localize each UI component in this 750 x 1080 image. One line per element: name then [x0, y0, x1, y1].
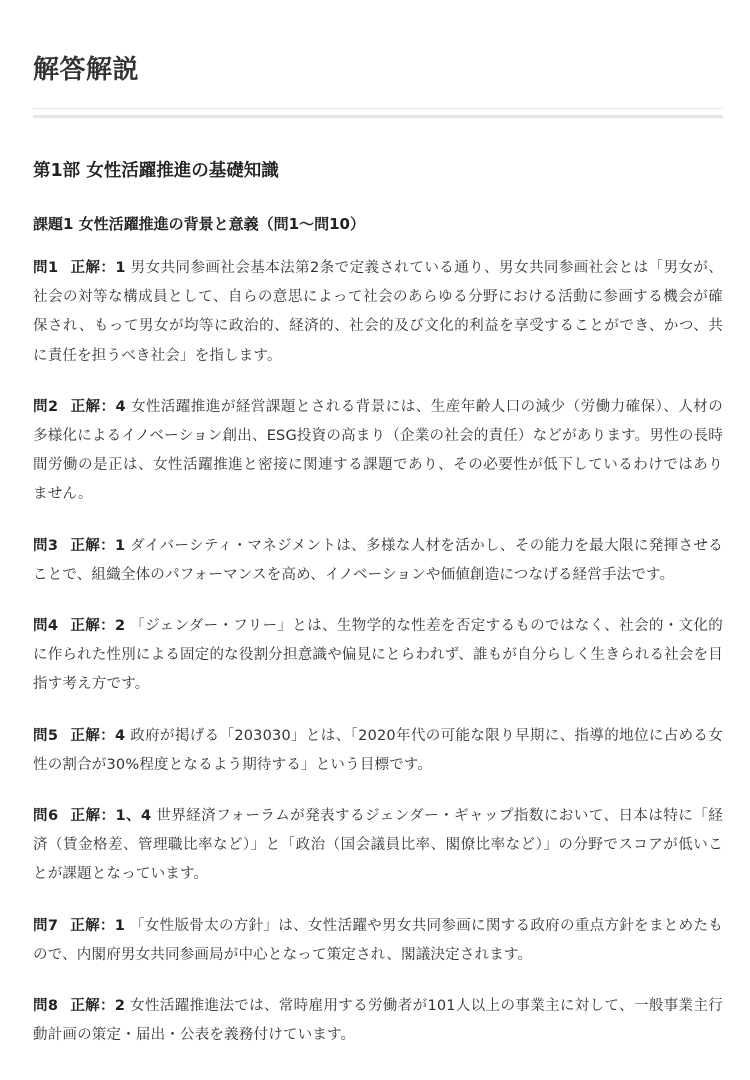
question-label: 問5 [33, 727, 59, 744]
question-label: 問7 [33, 917, 59, 934]
question-label: 問1 [33, 260, 59, 276]
question-label: 問4 [33, 618, 59, 635]
qa-item-7 [33, 912, 723, 970]
qa-list [33, 254, 723, 1050]
answer-label: 正解：4 [70, 727, 126, 744]
qa-item-3 [33, 532, 723, 590]
question-label: 問6 [33, 808, 59, 825]
question-label: 問8 [33, 998, 59, 1015]
title-divider [33, 108, 723, 118]
explanation-text: 「女性版骨太の方針」は、女性活躍や男女共同参画に関する政府の重点方針をまとめたもので、内閣府男女共同参画局が中心となって策定され、閣議決定されます。 [33, 917, 723, 963]
explanation-text: 「ジェンダー・フリー」とは、生物学的な性差を否定するものではなく、社会的・文化的に作られた性別による固定的な役割分担意識や偏見にとらわれず、誰もが自分らしく生きられる社会を目指す考え方です。 [33, 618, 723, 693]
explanation-text: 政府が掲げる「203030」とは、「2020年代の可能な限り早期に、指導的地位に占める女性の割合が30%程度となるよう期待する」という目標です。 [33, 727, 724, 773]
answer-label: 正解：2 [70, 998, 126, 1015]
qa-item-1 [33, 254, 723, 371]
answer-label: 正解：2 [70, 618, 126, 635]
explanation-text: 男女共同参画社会基本法第2条で定義されている通り、男女共同参画社会とは「男女が、社会の対等な構成員として、自らの意思によって社会のあらゆる分野における活動に参画する機会が確保され、もって男女が均等に政治的、経済的、社会的及び文化的利益を享受することができ、かつ、共に責任を担うべき社会」を指します。 [33, 260, 724, 364]
explanation-text: 女性活躍推進が経営課題とされる背景には、生産年齢人口の減少（労働力確保）、人材の多様化によるイノベーション創出、ESG投資の高まり（企業の社会的責任）などがあります。男性の長時間労働の是正は、女性活躍推進と密接に関連する課題であり、その必要性が低下しているわけではありません。 [33, 398, 723, 503]
answer-label: 正解：1 [70, 917, 126, 934]
question-label: 問2 [33, 398, 59, 415]
qa-item-5 [33, 722, 723, 780]
answer-label: 正解：1、4 [70, 808, 152, 825]
qa-item-2 [33, 393, 723, 510]
section-title: 第1部 女性活躍推進の基礎知識 [33, 161, 279, 181]
explanation-text: 女性活躍推進法では、常時雇用する労働者が101人以上の事業主に対して、一般事業主行動計画の策定・届出・公表を義務付けています。 [33, 998, 723, 1044]
subsection-title: 課題1 女性活躍推進の背景と意義（問1～問10） [33, 215, 365, 233]
explanation-text: ダイバーシティ・マネジメントは、多様な人材を活かし、その能力を最大限に発揮させることで、組織全体のパフォーマンスを高め、イノベーションや価値創造につなげる経営手法です。 [33, 537, 724, 583]
question-label: 問3 [33, 537, 59, 554]
answer-label: 正解：1 [70, 260, 126, 276]
answer-label: 正解：1 [70, 537, 126, 554]
qa-item-8 [33, 992, 723, 1050]
explanation-text: 世界経済フォーラムが発表するジェンダー・ギャップ指数において、日本は特に「経済（賃金格差、管理職比率など）」と「政治（国会議員比率、閣僚比率など）」の分野でスコアが低いことが課題となっています。 [33, 808, 723, 883]
qa-item-6 [33, 802, 723, 890]
answer-label: 正解：4 [70, 398, 126, 415]
page-title: 解答解説 [33, 55, 140, 85]
qa-item-4 [33, 612, 723, 700]
